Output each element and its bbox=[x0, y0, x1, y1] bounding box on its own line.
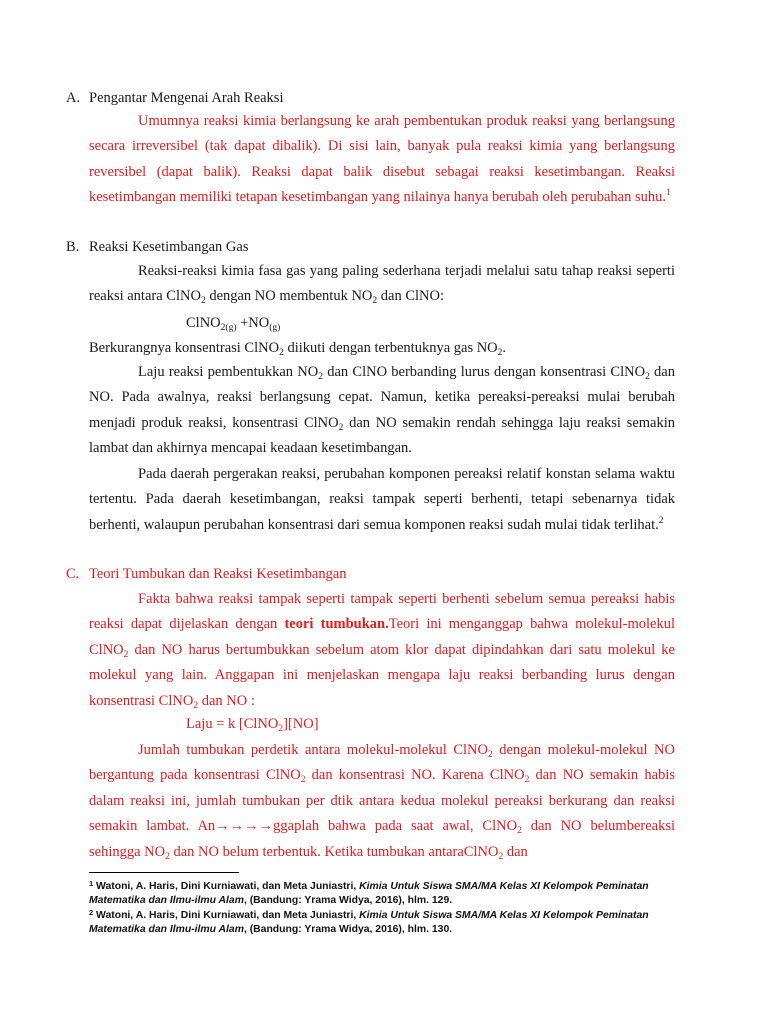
section-a-title: Pengantar Mengenai Arah Reaksi bbox=[89, 90, 284, 106]
section-c-paragraph-1: Fakta bahwa reaksi tampak seperti tampak seperti berhenti sebelum semua pereaksi habis reaksi dapat dijelaskan dengan teori tumbukan.Teori ini menganggap bahwa molekul-molekul ClNO$_2$ dan NO harus bertumbukkan sebelum atom klor dapat dipindahkan dari satu molekul ke molekul yang lain. Anggapan ini menjelaskan mengapa laju reaksi berbanding lurus dengan konsentrasi ClNO$_2$ dan NO : bbox=[89, 591, 675, 711]
section-c-label: C. bbox=[66, 566, 80, 582]
section-a-label: A. bbox=[66, 90, 81, 106]
section-b-title: Reaksi Kesetimbangan Gas bbox=[89, 239, 249, 255]
section-b-paragraph-3: Pada daerah pergerakan reaksi, perubahan komponen pereaksi relatif konstan selama waktu tertentu. Pada daerah kesetimbangan, reaksi tampak seperti berhenti, tetapi sebenarnya tidak berhenti, walaupun perubahan konsentrasi dari semua komponen reaksi sudah mulai tidak terlihat.$^2$ bbox=[89, 466, 675, 533]
section-b-paragraph-1: Reaksi-reaksi kimia fasa gas yang paling sederhana terjadi melalui satu tahap reaksi seperti reaksi antara ClNO$_2$ dengan NO membentuk $NO_2$ dan ClNO: bbox=[89, 263, 675, 307]
footnote-2: $^2$ Watoni, A. Haris, Dini Kurniawati, dan Meta Juniastri, Kimia Untuk Siswa SMA/MA Kelas XI Kelompok Peminatan Matematika dan Ilmu-ilmu Alam, (Bandung: Yrama Widya, 2016), hlm. 130. bbox=[89, 908, 649, 935]
section-b-line-2: Berkurangnya konsentrasi ClNO$_2$ diikuti dengan terbentuknya gas $NO_2$. bbox=[89, 340, 507, 358]
section-a-paragraph: Umumnya reaksi kimia berlangsung ke arah pembentukan produk reaksi yang berlangsung secara irreversibel (tak dapat dibalik). Di sisi lain, banyak pula reaksi kimia yang berlangsung reversibel (dapat balik). Reaksi dapat balik disebut sebagai reaksi kesetimbangan. Reaksi kesetimbangan memiliki tetapan kesetimbangan yang nilainya hanya berubah oleh perubahan suhu.$^1$ bbox=[89, 113, 675, 206]
rate-equation: Laju = k [ClNO$_2$][NO] bbox=[186, 716, 319, 734]
section-c-title: Teori Tumbukan dan Reaksi Kesetimbangan bbox=[89, 566, 347, 582]
footnote-1: $^1$ Watoni, A. Haris, Dini Kurniawati, dan Meta Juniastri, Kimia Untuk Siswa SMA/MA Kelas XI Kelompok Peminatan Matematika dan Ilmu-ilmu Alam, (Bandung: Yrama Widya, 2016), hlm. 129. bbox=[89, 879, 649, 906]
section-c-paragraph-2: Jumlah tumbukan perdetik antara molekul-molekul ClNO$_2$ dengan molekul-molekul NO bergantung pada konsentrasi ClNO$_2$ dan konsentrasi NO. Karena ClNO$_2$ dan NO semakin habis dalam reaksi ini, jumlah tumbukan per dtik antara kedua molekul pereaksi berkurang dan reaksi semakin lambat. An→→→→ggaplah bahwa pada saat awal, ClNO$_2$ dan NO belumbereaksi sehingga $NO_2$ dan NO belum terbentuk. Ketika tumbukan antaraClNO$_2$ dan bbox=[89, 742, 676, 862]
section-b-paragraph-2: Laju reaksi pembentukkan $NO_2$ dan ClNO berbanding lurus dengan konsentrasi ClNO$_2$ dan NO. Pada awalnya, reaksi berlangsung cepat. Namun, ketika pereaksi-pereaksi mulai berubah menjadi produk reaksi, konsentrasi ClNO$_2$ dan NO semakin rendah sehingga laju reaksi semakin lambat dan akhirnya mencapai keadaan kesetimbangan. bbox=[89, 364, 675, 457]
section-b-label: B. bbox=[66, 239, 80, 255]
section-b-heading bbox=[66, 237, 248, 257]
section-a-heading bbox=[66, 88, 283, 108]
reaction-equation: ClNO$_{2(g)}$ $+NO_{(g)}$ bbox=[186, 315, 281, 333]
footnote-separator bbox=[89, 872, 239, 873]
footnote-ref-1[interactable]: 1 bbox=[666, 188, 671, 199]
footnote-ref-2[interactable]: 2 bbox=[658, 515, 664, 526]
theory-term: teori tumbukan. bbox=[284, 616, 389, 633]
section-c-heading bbox=[66, 564, 347, 584]
